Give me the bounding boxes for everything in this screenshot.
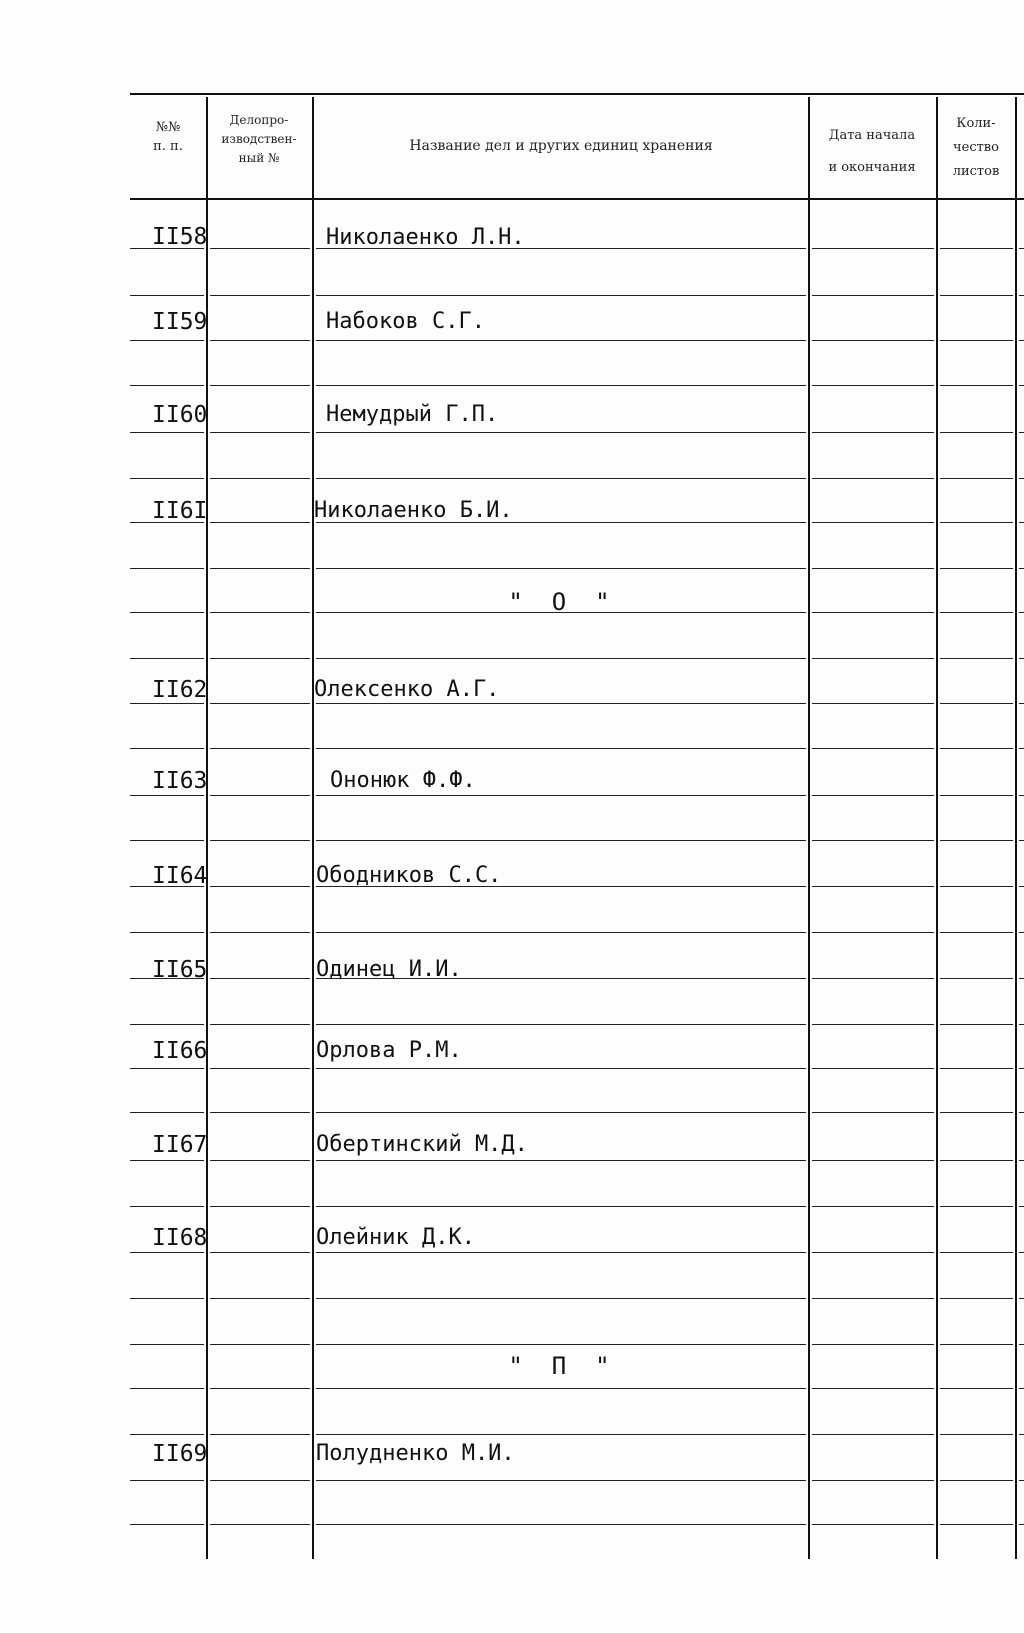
rule-line	[1019, 748, 1024, 749]
rule-line	[130, 1068, 204, 1069]
rule-line	[130, 1206, 204, 1207]
rule-line	[940, 748, 1013, 749]
header-col-sheets-line2: чество	[953, 140, 999, 155]
rule-line	[1019, 932, 1024, 933]
rule-line	[130, 932, 204, 933]
rule-line	[940, 1024, 1013, 1025]
rule-line	[130, 295, 204, 296]
rule-line	[1019, 1480, 1024, 1481]
rule-line	[1019, 1298, 1024, 1299]
header-col-number	[132, 118, 204, 156]
rule-line	[940, 432, 1013, 433]
rule-line	[130, 1112, 204, 1113]
rule-line	[316, 1480, 806, 1481]
header-col-number-line2: п. п.	[153, 139, 183, 154]
rule-line	[316, 478, 806, 479]
record-name: Обертинский М.Д.	[316, 1132, 528, 1157]
rule-line	[316, 840, 806, 841]
rule-line	[316, 1160, 806, 1161]
rule-line	[940, 522, 1013, 523]
rule-line	[316, 1344, 806, 1345]
rule-line	[1019, 385, 1024, 386]
rule-line	[210, 295, 310, 296]
rule-line	[812, 248, 934, 249]
rule-line	[210, 840, 310, 841]
record-name: Полудненко М.И.	[316, 1441, 515, 1466]
rule-line	[812, 385, 934, 386]
rule-line	[1019, 612, 1024, 613]
rule-line	[812, 1344, 934, 1345]
header-col-title	[316, 137, 806, 156]
rule-line	[130, 385, 204, 386]
rule-line	[812, 432, 934, 433]
rule-line	[940, 978, 1013, 979]
rule-line	[940, 1252, 1013, 1253]
rule-line	[210, 1160, 310, 1161]
rule-line	[316, 340, 806, 341]
rule-line	[210, 1434, 310, 1435]
rule-line	[210, 478, 310, 479]
rule-line	[1019, 795, 1024, 796]
rule-line	[812, 340, 934, 341]
record-number: II62	[152, 677, 208, 703]
rule-line	[812, 795, 934, 796]
rule-line	[812, 295, 934, 296]
header-col-title-text: Название дел и других единиц хранения	[409, 138, 713, 154]
rule-line	[210, 1024, 310, 1025]
rule-line	[130, 1024, 204, 1025]
rule-line	[812, 1524, 934, 1525]
header-col-office-number	[208, 111, 310, 168]
rule-line	[210, 658, 310, 659]
rule-line	[130, 1298, 204, 1299]
header-col-dates-line2: и окончания	[828, 160, 916, 175]
column-divider-office	[312, 97, 314, 1559]
rule-line	[940, 1112, 1013, 1113]
rule-line	[1019, 478, 1024, 479]
rule-line	[940, 703, 1013, 704]
rule-line	[316, 1252, 806, 1253]
record-name: Немудрый Г.П.	[326, 402, 499, 427]
rule-line	[210, 1068, 310, 1069]
rule-line	[940, 932, 1013, 933]
rule-line	[940, 1480, 1013, 1481]
rule-line	[812, 932, 934, 933]
rule-line	[812, 840, 934, 841]
rule-line	[812, 612, 934, 613]
column-divider-title	[808, 97, 810, 1559]
rule-line	[316, 385, 806, 386]
record-name: Николаенко Л.Н.	[326, 225, 525, 250]
rule-line	[316, 748, 806, 749]
rule-line	[316, 795, 806, 796]
rule-line	[1019, 658, 1024, 659]
rule-line	[940, 1434, 1013, 1435]
rule-line	[812, 522, 934, 523]
rule-line	[940, 568, 1013, 569]
record-number: II68	[152, 1225, 208, 1251]
rule-line	[316, 1024, 806, 1025]
column-divider-sheets	[1015, 97, 1017, 1559]
rule-line	[130, 1388, 204, 1389]
rule-line	[130, 1252, 204, 1253]
rule-line	[210, 795, 310, 796]
rule-line	[210, 612, 310, 613]
record-number: II63	[152, 768, 208, 794]
record-name: Олейник Д.К.	[316, 1225, 475, 1250]
rule-line	[812, 1298, 934, 1299]
header-col-sheets	[938, 112, 1014, 184]
rule-line	[130, 748, 204, 749]
rule-line	[130, 1434, 204, 1435]
rule-line	[316, 1112, 806, 1113]
rule-line	[1019, 1252, 1024, 1253]
header-col-sheets-line1: Коли-	[956, 116, 996, 131]
rule-line	[1019, 978, 1024, 979]
rule-line	[130, 478, 204, 479]
rule-line	[812, 478, 934, 479]
rule-line	[316, 295, 806, 296]
record-number: II6I	[152, 498, 208, 524]
rule-line	[1019, 1388, 1024, 1389]
rule-line	[210, 1298, 310, 1299]
rule-line	[812, 1024, 934, 1025]
record-name: Олексенко А.Г.	[314, 677, 500, 702]
rule-line	[812, 978, 934, 979]
rule-line	[210, 522, 310, 523]
rule-line	[210, 1344, 310, 1345]
rule-line	[940, 1206, 1013, 1207]
header-col-office-line1: Делопро-	[229, 113, 289, 127]
rule-line	[1019, 1160, 1024, 1161]
rule-line	[130, 1160, 204, 1161]
rule-line	[316, 568, 806, 569]
rule-line	[812, 658, 934, 659]
rule-line	[1019, 1206, 1024, 1207]
record-number: II58	[152, 224, 208, 250]
rule-line	[130, 612, 204, 613]
letter-section-heading: " О "	[508, 588, 610, 616]
rule-line	[210, 1388, 310, 1389]
rule-line	[940, 340, 1013, 341]
rule-line	[1019, 432, 1024, 433]
rule-line	[1019, 1024, 1024, 1025]
rule-line	[812, 703, 934, 704]
rule-line	[1019, 1524, 1024, 1525]
rule-line	[812, 1388, 934, 1389]
rule-line	[316, 932, 806, 933]
column-divider-dates	[936, 97, 938, 1559]
rule-line	[812, 1480, 934, 1481]
rule-line	[316, 658, 806, 659]
rule-line	[316, 1298, 806, 1299]
rule-line	[1019, 1344, 1024, 1345]
rule-line	[1019, 703, 1024, 704]
header-bottom-border	[130, 198, 1024, 200]
header-col-dates-line1: Дата начала	[828, 128, 916, 143]
rule-line	[130, 568, 204, 569]
rule-line	[812, 1068, 934, 1069]
rule-line	[210, 385, 310, 386]
rule-line	[210, 1112, 310, 1113]
rule-line	[1019, 1434, 1024, 1435]
rule-line	[940, 1344, 1013, 1345]
rule-line	[1019, 248, 1024, 249]
rule-line	[1019, 1112, 1024, 1113]
rule-line	[316, 1434, 806, 1435]
record-name: Николаенко Б.И.	[314, 498, 513, 523]
record-name: Ободников С.С.	[316, 863, 502, 888]
rule-line	[812, 1252, 934, 1253]
rule-line	[1019, 522, 1024, 523]
rule-line	[130, 840, 204, 841]
rule-line	[940, 658, 1013, 659]
rule-line	[210, 886, 310, 887]
rule-line	[1019, 840, 1024, 841]
rule-line	[1019, 1068, 1024, 1069]
rule-line	[210, 1480, 310, 1481]
rule-line	[940, 295, 1013, 296]
rule-line	[940, 1298, 1013, 1299]
rule-line	[940, 840, 1013, 841]
rule-line	[812, 1112, 934, 1113]
rule-line	[210, 568, 310, 569]
rule-line	[210, 932, 310, 933]
rule-line	[210, 1252, 310, 1253]
rule-line	[130, 1480, 204, 1481]
rule-line	[812, 568, 934, 569]
rule-line	[210, 703, 310, 704]
rule-line	[940, 1160, 1013, 1161]
record-number: II64	[152, 863, 208, 889]
rule-line	[210, 432, 310, 433]
rule-line	[940, 385, 1013, 386]
rule-line	[940, 612, 1013, 613]
rule-line	[940, 1524, 1013, 1525]
record-name: Орлова Р.М.	[316, 1038, 462, 1063]
rule-line	[210, 978, 310, 979]
table-top-border	[130, 93, 1024, 95]
rule-line	[210, 248, 310, 249]
header-col-office-line3: ный №	[238, 151, 280, 165]
rule-line	[210, 340, 310, 341]
record-number: II65	[152, 957, 208, 983]
rule-line	[130, 340, 204, 341]
rule-line	[316, 432, 806, 433]
record-number: II69	[152, 1441, 208, 1467]
rule-line	[210, 1524, 310, 1525]
rule-line	[130, 1344, 204, 1345]
rule-line	[812, 1160, 934, 1161]
rule-line	[940, 1388, 1013, 1389]
record-name: Набоков С.Г.	[326, 309, 485, 334]
rule-line	[316, 1524, 806, 1525]
letter-section-heading: " П "	[508, 1352, 610, 1380]
record-number: II66	[152, 1038, 208, 1064]
rule-line	[940, 886, 1013, 887]
rule-line	[130, 658, 204, 659]
rule-line	[812, 748, 934, 749]
rule-line	[940, 478, 1013, 479]
rule-line	[316, 1388, 806, 1389]
record-number: II67	[152, 1132, 208, 1158]
record-number: II59	[152, 309, 208, 335]
record-name: Ононюк Ф.Ф.	[330, 768, 476, 793]
header-col-number-line1: №№	[155, 120, 181, 135]
rule-line	[940, 795, 1013, 796]
rule-line	[1019, 340, 1024, 341]
rule-line	[940, 1068, 1013, 1069]
rule-line	[812, 886, 934, 887]
rule-line	[812, 1434, 934, 1435]
rule-line	[1019, 568, 1024, 569]
rule-line	[1019, 886, 1024, 887]
header-col-dates	[810, 120, 934, 184]
header-col-sheets-line3: листов	[952, 164, 1000, 179]
rule-line	[316, 1068, 806, 1069]
rule-line	[130, 795, 204, 796]
record-name: Одинец И.И.	[316, 957, 462, 982]
rule-line	[210, 748, 310, 749]
rule-line	[316, 1206, 806, 1207]
rule-line	[1019, 295, 1024, 296]
rule-line	[940, 248, 1013, 249]
rule-line	[812, 1206, 934, 1207]
header-col-office-line2: изводствен-	[221, 132, 297, 146]
rule-line	[130, 432, 204, 433]
rule-line	[210, 1206, 310, 1207]
rule-line	[130, 1524, 204, 1525]
record-number: II60	[152, 402, 208, 428]
